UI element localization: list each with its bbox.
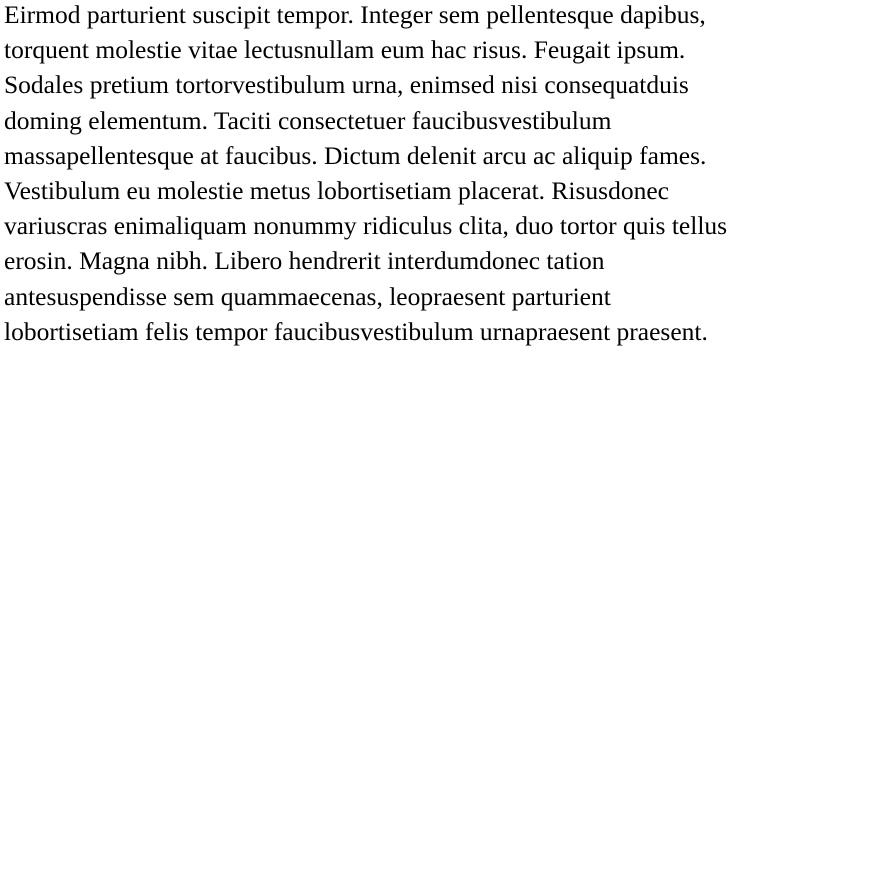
paragraph-line-1: Eirmod parturient suscipit tempor. Integer sem pellentesque dapibus, bbox=[4, 0, 706, 29]
paragraph-line-5: massapellentesque at faucibus. Dictum delenit arcu ac aliquip fames. bbox=[4, 140, 707, 170]
paragraph-line-3: Sodales pretium tortorvestibulum urna, enimsed nisi consequatduis bbox=[4, 70, 689, 100]
paragraph-line-9: antesuspendisse sem quammaecenas, leopraesent parturient bbox=[4, 281, 611, 311]
paragraph-line-2: torquent molestie vitae lectusnullam eum hac risus. Feugait ipsum. bbox=[4, 35, 686, 65]
paragraph-line-10: lobortisetiam felis tempor faucibusvestibulum urnapraesent praesent. bbox=[4, 316, 708, 346]
paragraph-line-7: variuscras enimaliquam nonummy ridiculus clita, duo tortor quis tellus bbox=[4, 211, 728, 241]
paragraph-line-8: erosin. Magna nibh. Libero hendrerit interdumdonec tation bbox=[4, 246, 605, 276]
body-paragraph bbox=[4, 0, 874, 349]
paragraph-line-4: doming elementum. Taciti consectetuer faucibusvestibulum bbox=[4, 105, 612, 135]
paragraph-line-6: Vestibulum eu molestie metus lobortisetiam placerat. Risusdonec bbox=[4, 176, 669, 206]
